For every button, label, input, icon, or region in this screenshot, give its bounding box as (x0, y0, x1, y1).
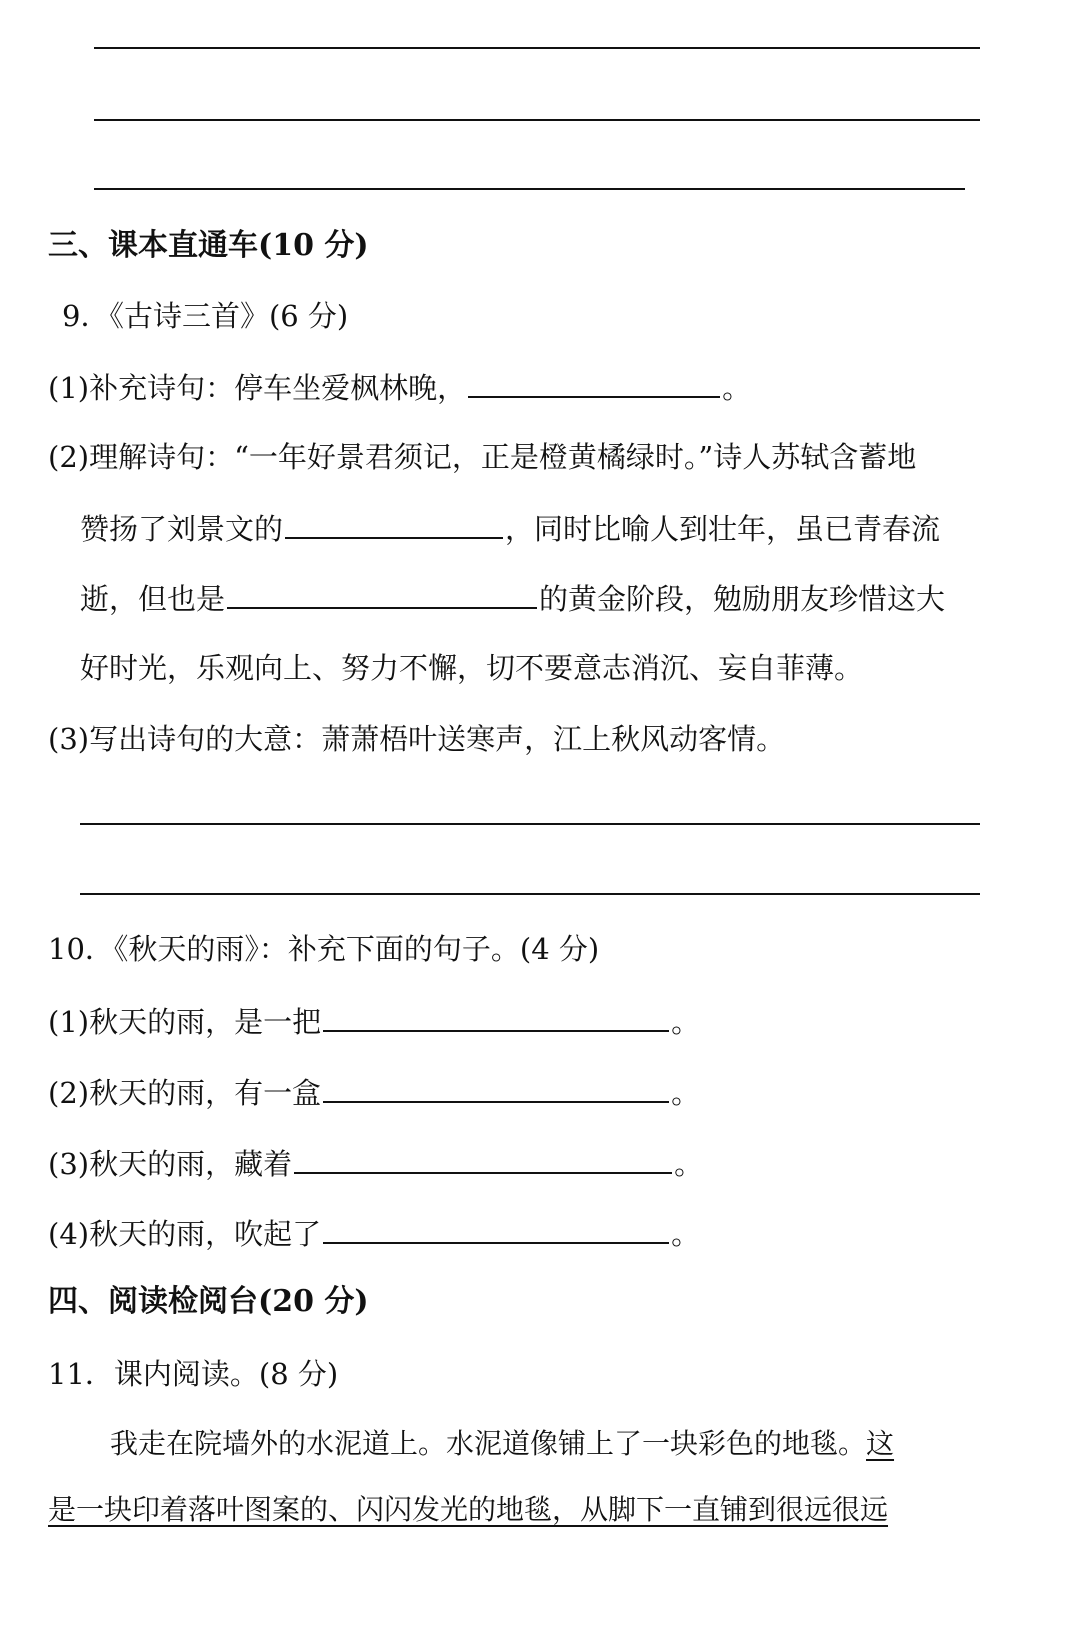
answer-blank[interactable] (294, 1142, 672, 1174)
item-suffix: 。 (671, 1076, 701, 1110)
passage-underlined: 是一块印着落叶图案的、闪闪发光的地毯，从脚下一直铺到很远很远 (48, 1493, 889, 1526)
question-item (48, 1142, 703, 1184)
item-text: ，同时比喻人到壮年，虽已青春流 (505, 512, 941, 546)
question-title: 9．《古诗三首》(6 分) (62, 299, 349, 333)
question-item-cont: 好时光，乐观向上、努力不懈，切不要意志消沉、妄自菲薄。 (80, 651, 864, 685)
item-text: 的黄金阶段，勉励朋友珍惜这大 (539, 582, 946, 616)
item-text: (2)秋天的雨，有一盒 (48, 1076, 322, 1110)
section-heading: 四、阅读检阅台(20 分) (48, 1284, 369, 1319)
answer-line[interactable] (94, 188, 965, 190)
answer-blank[interactable] (323, 1071, 669, 1103)
question-item: (3)写出诗句的大意：萧萧梧叶送寒声，江上秋风动客情。 (48, 722, 786, 756)
section-heading: 三、课本直通车(10 分) (48, 228, 369, 263)
item-text: (4)秋天的雨，吹起了 (48, 1217, 322, 1251)
answer-line[interactable] (80, 893, 980, 895)
answer-line[interactable] (94, 47, 980, 49)
item-text: 逝，但也是 (80, 582, 226, 616)
passage-line (48, 1490, 888, 1530)
item-text: 赞扬了刘景文的 (80, 512, 284, 546)
question-title: 11．课内阅读。(8 分) (48, 1357, 339, 1391)
item-text: (1)补充诗句：停车坐爱枫林晚， (48, 371, 467, 405)
question-item (48, 1000, 700, 1042)
answer-line[interactable] (94, 119, 980, 121)
question-item-cont (80, 577, 945, 619)
item-text: (1)秋天的雨，是一把 (48, 1005, 322, 1039)
question-item (48, 1212, 700, 1254)
passage-line (110, 1424, 894, 1464)
question-title: 10．《秋天的雨》：补充下面的句子。(4 分) (48, 932, 600, 966)
item-suffix: 。 (671, 1005, 701, 1039)
answer-blank[interactable] (468, 366, 720, 398)
question-item (48, 366, 751, 408)
item-suffix: 。 (722, 371, 752, 405)
question-item-cont (80, 507, 940, 549)
answer-blank[interactable] (285, 507, 503, 539)
item-text: (3)秋天的雨，藏着 (48, 1147, 293, 1181)
passage-underlined: 这 (866, 1427, 895, 1460)
item-suffix: 。 (674, 1147, 704, 1181)
answer-blank[interactable] (227, 577, 537, 609)
question-item: (2)理解诗句：“一年好景君须记，正是橙黄橘绿时。”诗人苏轼含蓄地 (48, 440, 917, 474)
passage-text: 我走在院墙外的水泥道上。水泥道像铺上了一块彩色的地毯。 (110, 1427, 867, 1460)
answer-blank[interactable] (323, 1212, 669, 1244)
answer-line[interactable] (80, 823, 980, 825)
answer-blank[interactable] (323, 1000, 669, 1032)
item-suffix: 。 (671, 1217, 701, 1251)
question-item (48, 1071, 700, 1113)
